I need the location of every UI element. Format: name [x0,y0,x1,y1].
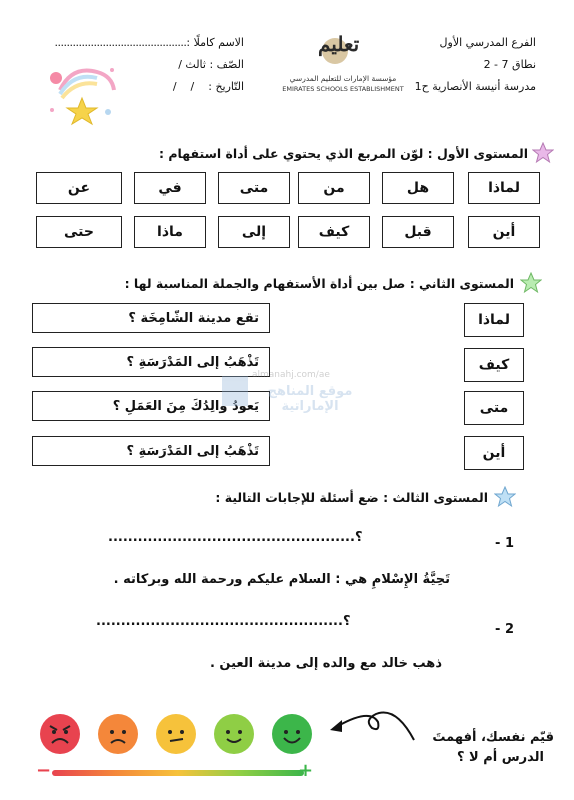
question-word-box[interactable]: أين [468,216,540,248]
question2-blank[interactable]: ..................................................؟ [96,614,351,629]
answer2-text: ذهب خالد مع والده إلى مدينة العين . [209,656,442,671]
question-word-box[interactable]: كيف [298,216,370,248]
watermark-name: موقع المناهج الإماراتية [267,384,353,414]
question-tool-box[interactable]: أين [464,436,524,470]
watermark-logo-icon [222,376,248,406]
question-tool-box[interactable]: لماذا [464,303,524,337]
watermark-url: almanahj.com/ae [252,370,330,380]
answer1-text: تَحِيَّةُ الإِسْلامِ هي : السلام عليكم ورحمة الله وبركاته . [113,572,450,587]
sad-face-icon[interactable] [98,714,138,754]
neutral-face-icon[interactable] [156,714,196,754]
question-word-box[interactable]: متى [218,172,290,204]
question-tool-box[interactable]: كيف [464,348,524,382]
happy-face-icon[interactable] [214,714,254,754]
question-word-box[interactable]: هل [382,172,454,204]
date-label: التّاريخ : / / [172,80,244,93]
class-label: الصّف : ثالث / [178,58,244,71]
name-label: الاسم كاملًا : [186,36,244,49]
question-word-box[interactable]: حتى [36,216,122,248]
question-word-box[interactable]: ماذا [134,216,206,248]
question-word-box[interactable]: لماذا [468,172,540,204]
evaluation-prompt-line1: قيّم نفسك، أفهمتَ [432,730,554,745]
question-tool-box[interactable]: متى [464,391,524,425]
sentence-box[interactable]: تَذْهَبُ إلى المَدْرَسَةِ ؟ [32,347,270,377]
question-word-box[interactable]: عن [36,172,122,204]
sentence-box[interactable]: يَعودُ والِدُكَ مِنَ العَمَلِ ؟ [32,391,270,421]
star-icon [532,142,554,164]
rating-bar [52,770,304,776]
sentence-box[interactable]: تَذْهَبُ إلى المَدْرَسَةِ ؟ [32,436,270,466]
plus-sign: + [298,760,314,781]
star-icon [494,486,516,508]
question1-number: 1 - [495,536,514,551]
very-happy-face-icon[interactable] [272,714,312,754]
branch-label: الفرع المدرسي الأول [439,36,536,49]
logo-word: تعليم [318,32,360,56]
question-word-box[interactable]: قبل [382,216,454,248]
name-dots: ............................................ [54,36,187,49]
star-icon [520,272,542,294]
question2-number: 2 - [495,622,514,637]
curved-arrow-icon [318,700,418,750]
logo-arabic-text: مؤسسة الإمارات للتعليم المدرسي [289,74,397,83]
school-label: مدرسة أنيسة الأنصارية ح1 [414,80,536,93]
level1-title: المستوى الأول : لوّن المربع الذي يحتوي على أداة استفهام : [159,146,528,161]
ministry-logo [278,30,408,100]
question1-blank[interactable]: ..................................................؟ [108,530,363,545]
zone-label: نطاق 7 - 2 [483,58,536,71]
sentence-box[interactable]: تقع مدينة الشّامِخَة ؟ [32,303,270,333]
evaluation-prompt-line2: الدرس أم لا ؟ [456,750,544,765]
minus-sign: − [36,760,52,781]
name-field[interactable] [30,36,244,49]
decorative-stickers [42,60,122,132]
question-word-box[interactable]: في [134,172,206,204]
logo-english-text: EMIRATES SCHOOLS ESTABLISHMENT [282,85,404,93]
question-word-box[interactable]: إلى [218,216,290,248]
level3-title: المستوى الثالث : ضع أسئلة للإجابات التالية : [215,490,488,505]
very-sad-face-icon[interactable] [40,714,80,754]
level2-title: المستوى الثاني : صل بين أداة الأستفهام والجملة المناسبة لها : [124,276,514,291]
question-word-box[interactable]: من [298,172,370,204]
watermark [220,368,370,428]
